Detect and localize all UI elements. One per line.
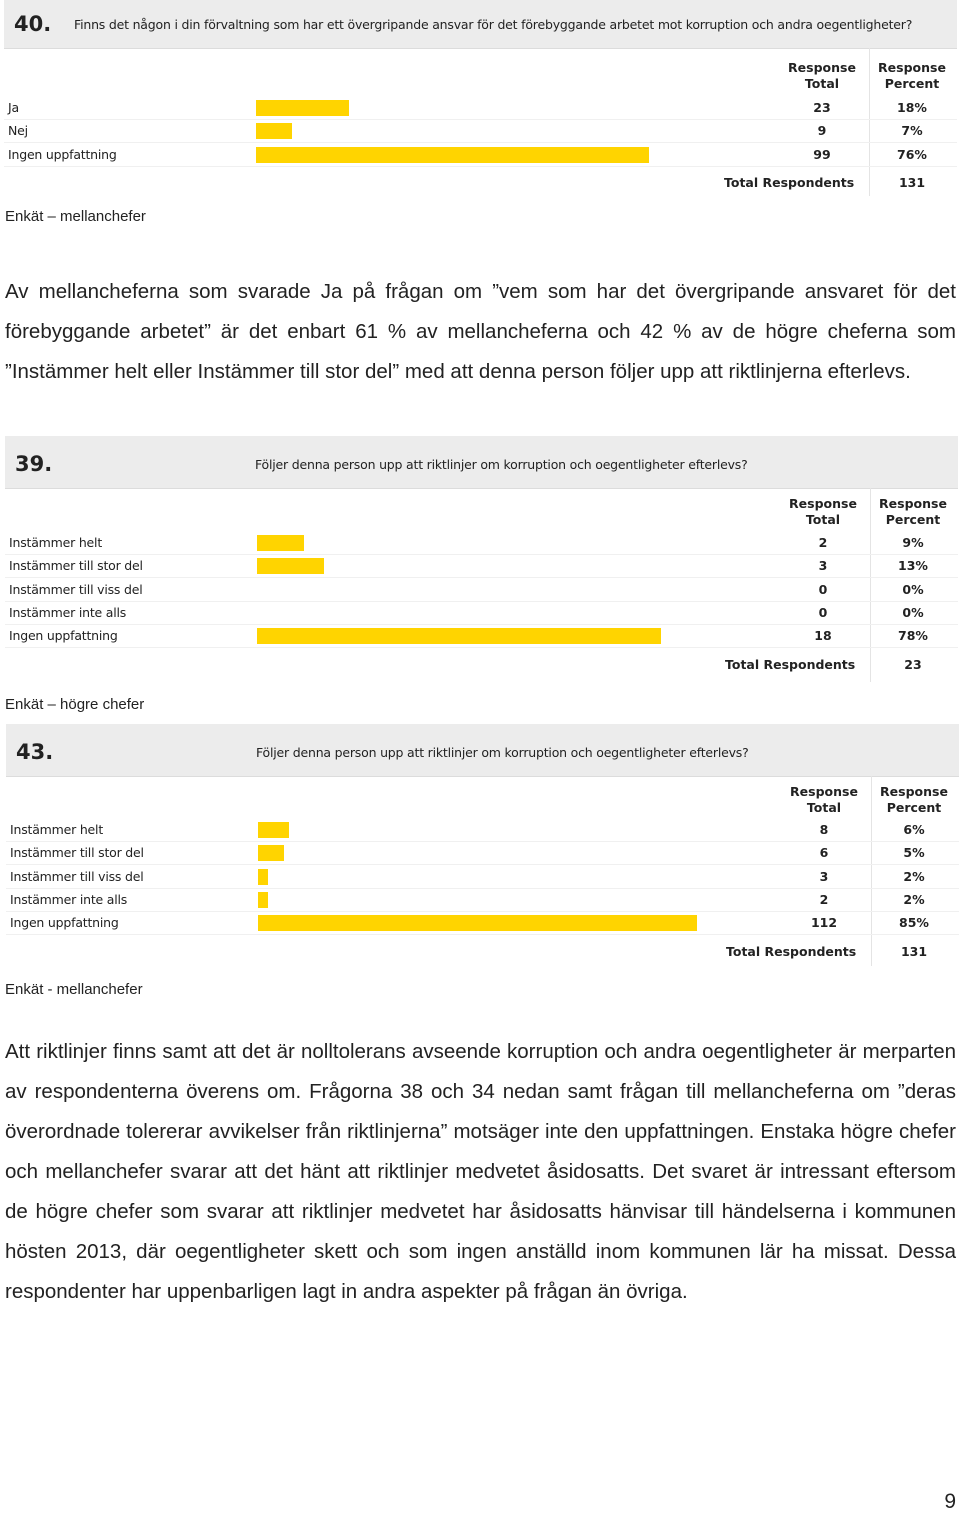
question-header <box>6 724 959 777</box>
survey-q43 <box>6 724 959 966</box>
response-percent: 78% <box>898 628 928 644</box>
response-percent: 2% <box>903 868 925 884</box>
response-percent-header: Response Percent <box>880 784 948 815</box>
response-percent: 0% <box>902 581 924 597</box>
total-respondents-value: 131 <box>900 944 928 959</box>
response-percent: 18% <box>897 100 927 115</box>
response-label: Ingen uppfattning <box>8 146 117 162</box>
page-number: 9 <box>944 1490 956 1513</box>
question-number: 43. <box>16 740 54 764</box>
response-label: Ingen uppfattning <box>10 915 119 931</box>
response-row <box>5 578 958 602</box>
response-total: 9 <box>817 123 827 139</box>
response-percent: 7% <box>901 123 923 139</box>
response-row <box>6 841 959 865</box>
total-respondents-label: Total Respondents <box>724 175 855 190</box>
body-paragraph: Att riktlinjer finns samt att det är nolltolerans avseende korruption och andra oegentligheter är merparten av respondenterna överens om. Frågorna 38 och 34 nedan samt frågan till mellancheferna om ”deras överordnade tolererar avvikelser från riktlinjerna” motsäger inte den uppfattningen. Enstaka högre chefer och mellanchefer svarar att det hänt att riktlinjer medvetet åsidosatts. Det svaret är intressant eftersom de högre chefer som svarar att riktlinjer medvetet har åsidosatts hänvisar till händelserna i kommunen hösten 2013, där oegentligheter skett och som ingen anställd inom kommunen lär ha missat. Dessa respondenter har uppenbarligen lagt in andra aspekter på frågan än övriga. <box>5 1040 956 1303</box>
total-respondents-label: Total Respondents <box>726 944 857 959</box>
response-total: 3 <box>818 558 828 574</box>
response-total: 3 <box>819 868 829 884</box>
response-label: Instämmer inte alls <box>10 891 128 907</box>
response-row <box>4 119 957 143</box>
response-percent: 6% <box>903 822 925 837</box>
response-label: Instämmer helt <box>9 535 103 550</box>
response-row <box>6 888 959 912</box>
survey-q40 <box>4 0 957 196</box>
question-text: Följer denna person upp att riktlinjer om korruption och oegentligheter efterlevs? <box>255 457 748 472</box>
response-row <box>5 554 958 578</box>
response-percent: 13% <box>898 558 928 574</box>
response-percent: 2% <box>903 891 925 907</box>
question-header <box>5 436 958 489</box>
response-percent: 9% <box>902 535 924 550</box>
response-bar <box>256 123 292 139</box>
response-label: Ja <box>8 100 19 115</box>
response-bar <box>256 147 649 163</box>
total-respondents-label: Total Respondents <box>725 657 856 672</box>
response-bar <box>258 915 697 931</box>
response-label: Instämmer till viss del <box>10 868 144 884</box>
response-percent: 76% <box>897 146 927 162</box>
question-number: 40. <box>14 12 52 36</box>
survey-caption: Enkät – mellanchefer <box>5 208 146 225</box>
response-total: 2 <box>819 891 829 907</box>
response-total: 6 <box>819 845 829 861</box>
response-label: Instämmer helt <box>10 822 104 837</box>
response-total: 112 <box>810 915 838 931</box>
response-total: 2 <box>818 535 828 550</box>
response-bar <box>258 822 289 838</box>
response-bar <box>257 558 324 574</box>
response-label: Instämmer inte alls <box>9 604 127 620</box>
question-text: Följer denna person upp att riktlinjer om korruption och oegentligheter efterlevs? <box>256 745 749 760</box>
response-total: 8 <box>819 822 829 837</box>
response-total: 23 <box>813 100 831 115</box>
response-row <box>6 865 959 889</box>
response-row <box>6 818 959 842</box>
response-row <box>4 96 957 120</box>
question-text: Finns det någon i din förvaltning som har ett övergripande ansvar för det förebyggande arbetet mot korruption och andra oegentligheter? <box>74 17 913 32</box>
response-bar <box>258 845 284 861</box>
response-row <box>6 911 959 935</box>
question-number: 39. <box>15 452 53 476</box>
response-row <box>5 601 958 625</box>
response-percent: 85% <box>899 915 929 931</box>
response-row <box>5 624 958 648</box>
response-label: Instämmer till viss del <box>9 581 143 597</box>
response-bar <box>257 535 304 551</box>
question-header <box>4 0 957 49</box>
response-percent: 0% <box>902 604 924 620</box>
survey-caption: Enkät - mellanchefer <box>5 981 143 998</box>
body-paragraph: Av mellancheferna som svarade Ja på frågan om ”vem som har det övergripande ansvaret för det förebyggande arbetet” är det enbart 61 % av mellancheferna och 42 % av de högre cheferna som ”Instämmer helt eller Instämmer till stor del” med att denna person följer upp att riktlinjerna efterlevs. <box>5 280 956 383</box>
response-row <box>5 531 958 555</box>
response-percent: 5% <box>903 845 925 861</box>
response-bar <box>258 869 268 885</box>
response-bar <box>256 100 349 116</box>
total-respondents-value: 23 <box>904 657 922 672</box>
response-label: Ingen uppfattning <box>9 628 118 644</box>
response-total: 99 <box>813 146 831 162</box>
survey-caption: Enkät – högre chefer <box>5 696 145 713</box>
total-respondents-value: 131 <box>898 175 926 190</box>
response-total: 0 <box>818 604 828 620</box>
response-percent-header: Response Percent <box>878 60 946 91</box>
response-total-header: Response Total <box>788 60 856 91</box>
response-label: Nej <box>8 123 28 139</box>
response-total-header: Response Total <box>789 496 857 527</box>
response-total-header: Response Total <box>790 784 858 815</box>
response-label: Instämmer till stor del <box>10 845 144 861</box>
response-bar <box>257 628 661 644</box>
response-bar <box>258 892 268 908</box>
response-total: 0 <box>818 581 828 597</box>
response-percent-header: Response Percent <box>879 496 947 527</box>
response-row <box>4 143 957 167</box>
survey-q39 <box>5 436 958 682</box>
response-label: Instämmer till stor del <box>9 558 143 574</box>
response-total: 18 <box>814 628 832 644</box>
